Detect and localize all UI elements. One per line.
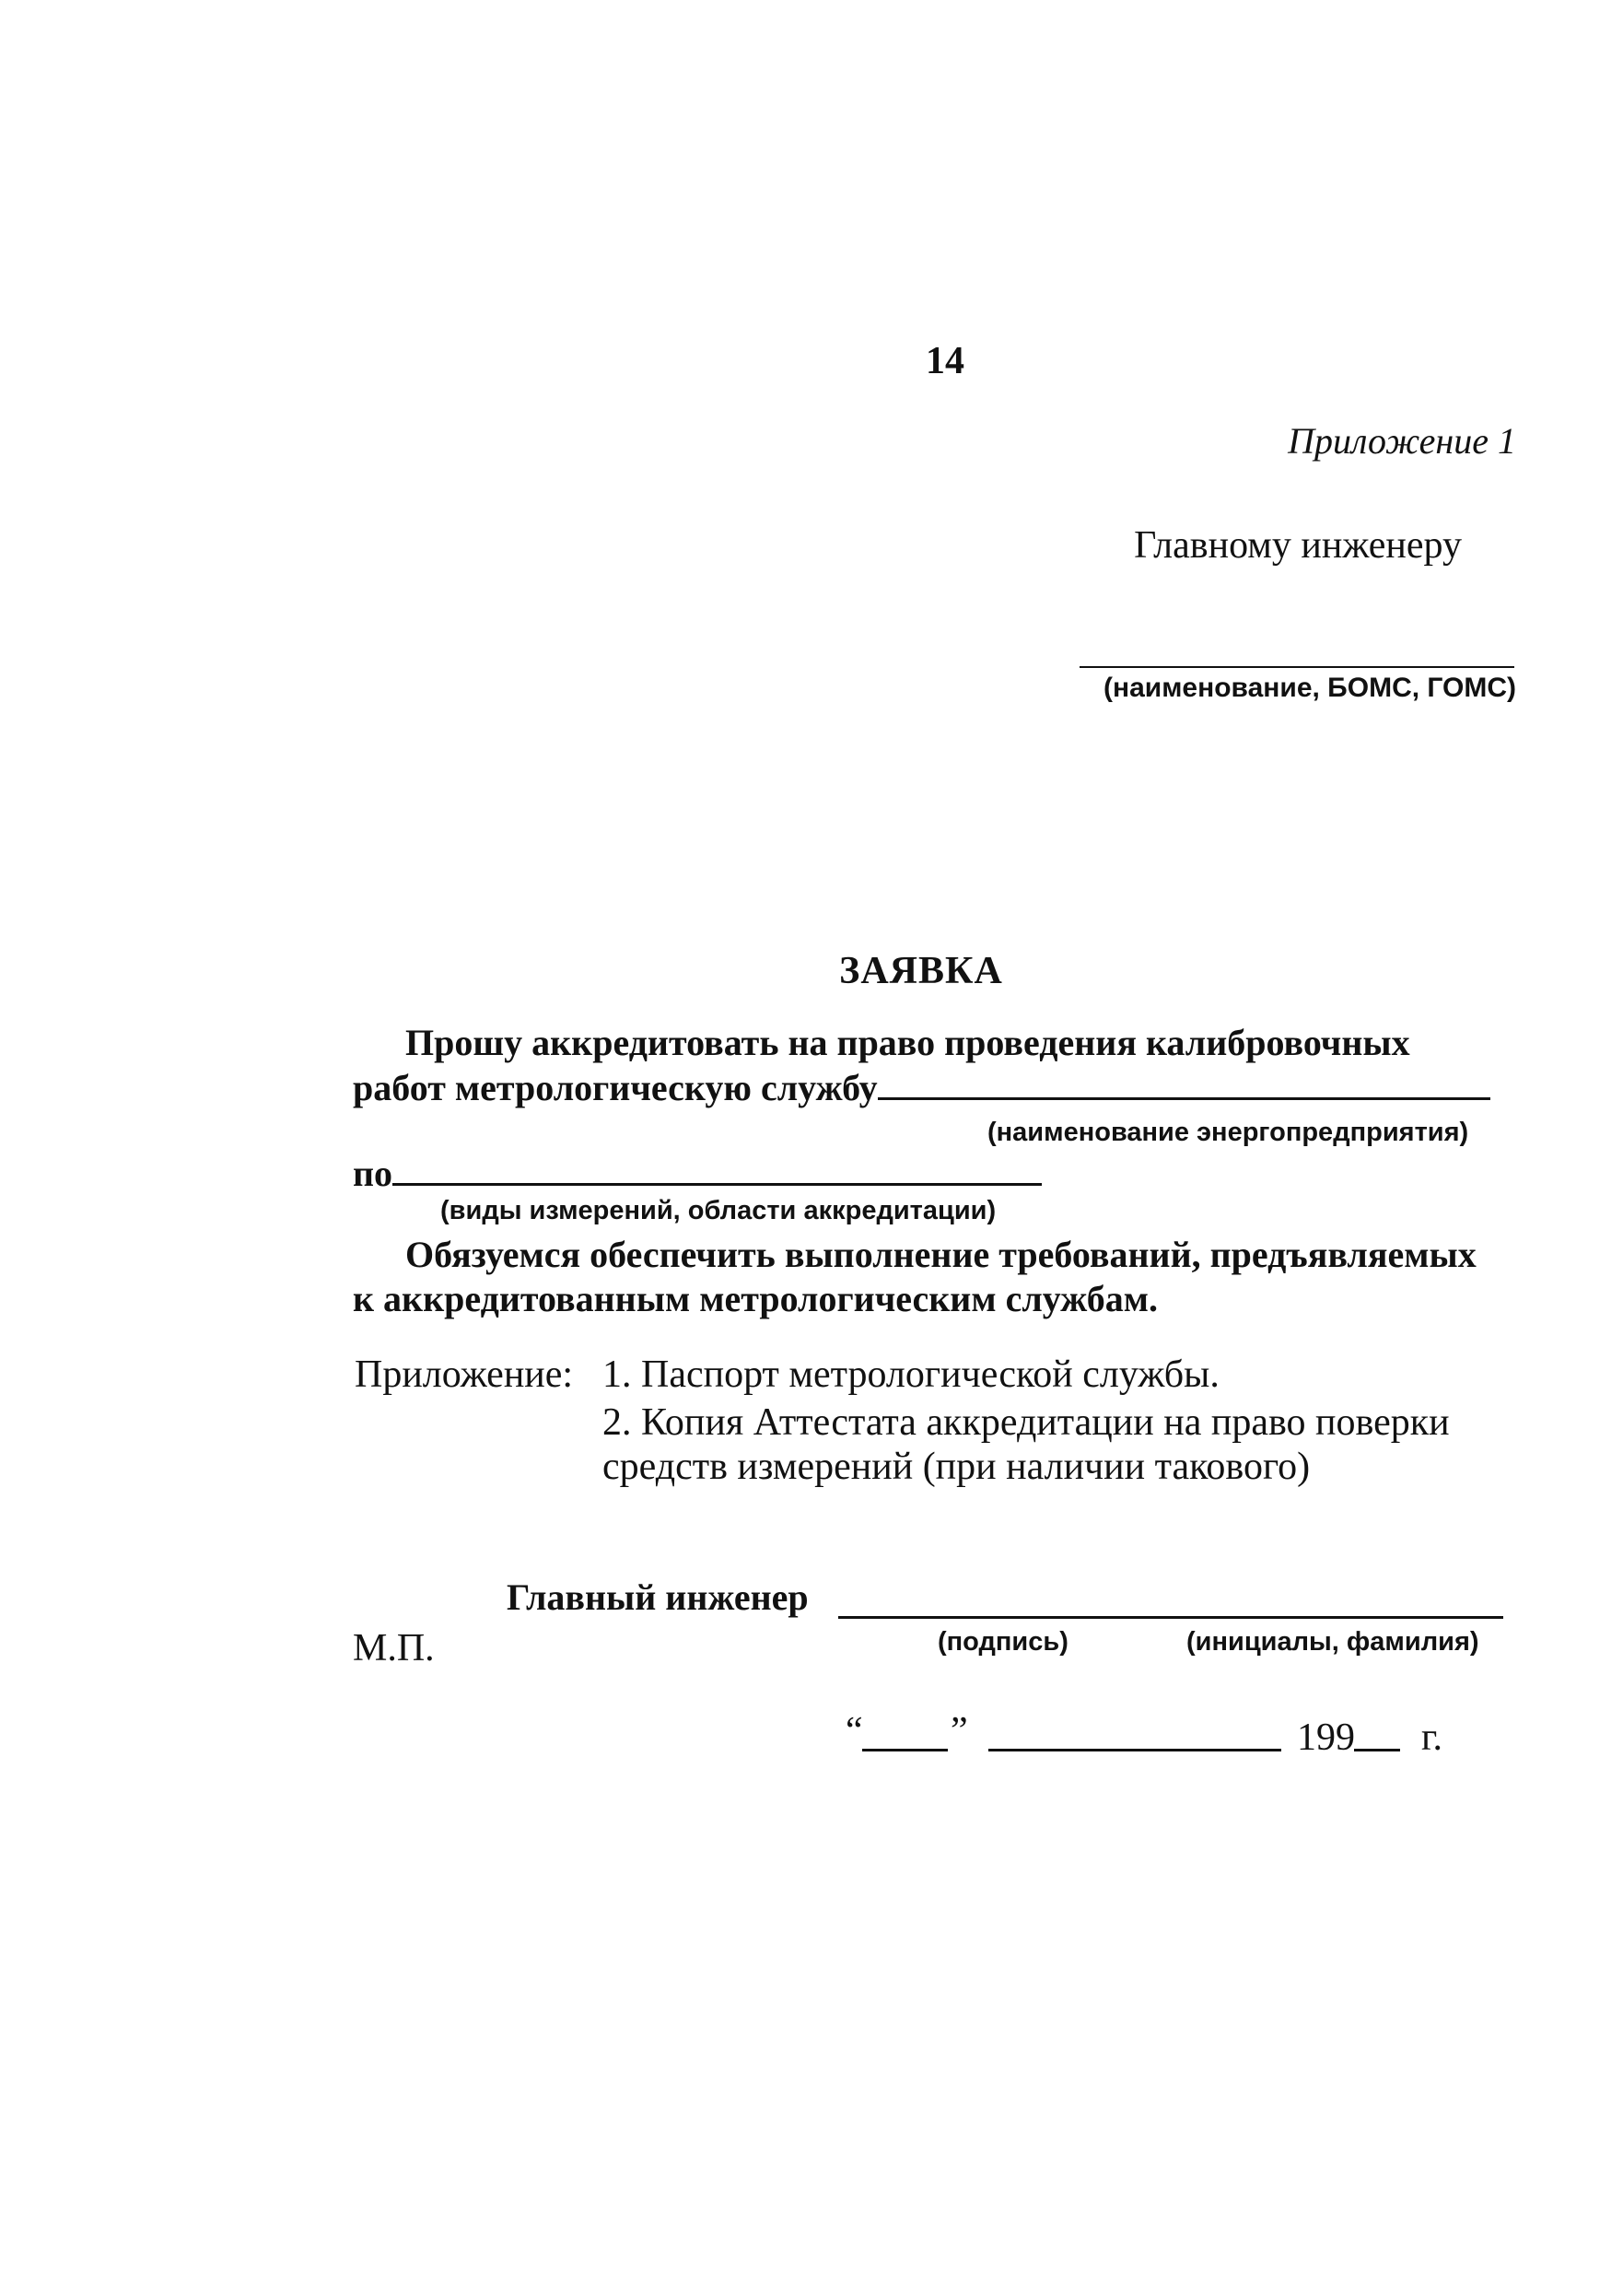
name-caption: (инициалы, фамилия)	[1186, 1627, 1479, 1657]
org-name-blank-line	[1080, 666, 1514, 668]
date-day-close-quote: ”	[951, 1710, 968, 1752]
enterprise-caption: (наименование энергопредприятия)	[987, 1118, 1469, 1147]
areas-line	[353, 1152, 1042, 1195]
addressee: Главному инженеру	[1134, 524, 1462, 567]
chief-engineer-label: Главный инженер	[507, 1576, 809, 1618]
attachment-item-2-line-2: средств измерений (при наличии такового)	[602, 1446, 1311, 1488]
page-number: 14	[926, 340, 964, 382]
attachment-item-2-line-1: 2. Копия Аттестата аккредитации на право поверки	[602, 1401, 1450, 1444]
signature-blank-line	[838, 1616, 1503, 1619]
request-line-2	[353, 1066, 1490, 1109]
areas-blank-line	[392, 1183, 1042, 1186]
date-year-prefix: 199	[1297, 1716, 1355, 1759]
commitment-line-1: Обязуемся обеспечить выполнение требований, предъявляемых	[405, 1234, 1477, 1275]
date-day-blank	[862, 1749, 948, 1751]
date-year-suffix: г.	[1421, 1716, 1442, 1759]
attachment-item-1: 1. Паспорт метрологической службы.	[602, 1353, 1220, 1396]
po-label: по	[353, 1153, 393, 1194]
stamp-label: М.П.	[353, 1627, 435, 1669]
enterprise-blank-line	[878, 1097, 1490, 1100]
document-title: ЗАЯВКА	[839, 950, 1003, 992]
commitment-line-2: к аккредитованным метрологическим службам.	[353, 1278, 1158, 1319]
signature-caption: (подпись)	[938, 1627, 1068, 1657]
areas-caption: (виды измерений, области аккредитации)	[440, 1196, 997, 1225]
appendix-label: Приложение 1	[1288, 420, 1516, 462]
date-year-blank	[1354, 1749, 1400, 1751]
date-month-blank	[988, 1749, 1281, 1751]
request-line-2-text: работ метрологическую службу	[353, 1067, 878, 1108]
date-day-open-quote: “	[846, 1710, 863, 1752]
request-line-1: Прошу аккредитовать на право проведения калибровочных	[405, 1022, 1410, 1063]
org-name-caption: (наименование, БОМС, ГОМС)	[1103, 673, 1516, 703]
attachments-label: Приложение:	[355, 1353, 574, 1396]
